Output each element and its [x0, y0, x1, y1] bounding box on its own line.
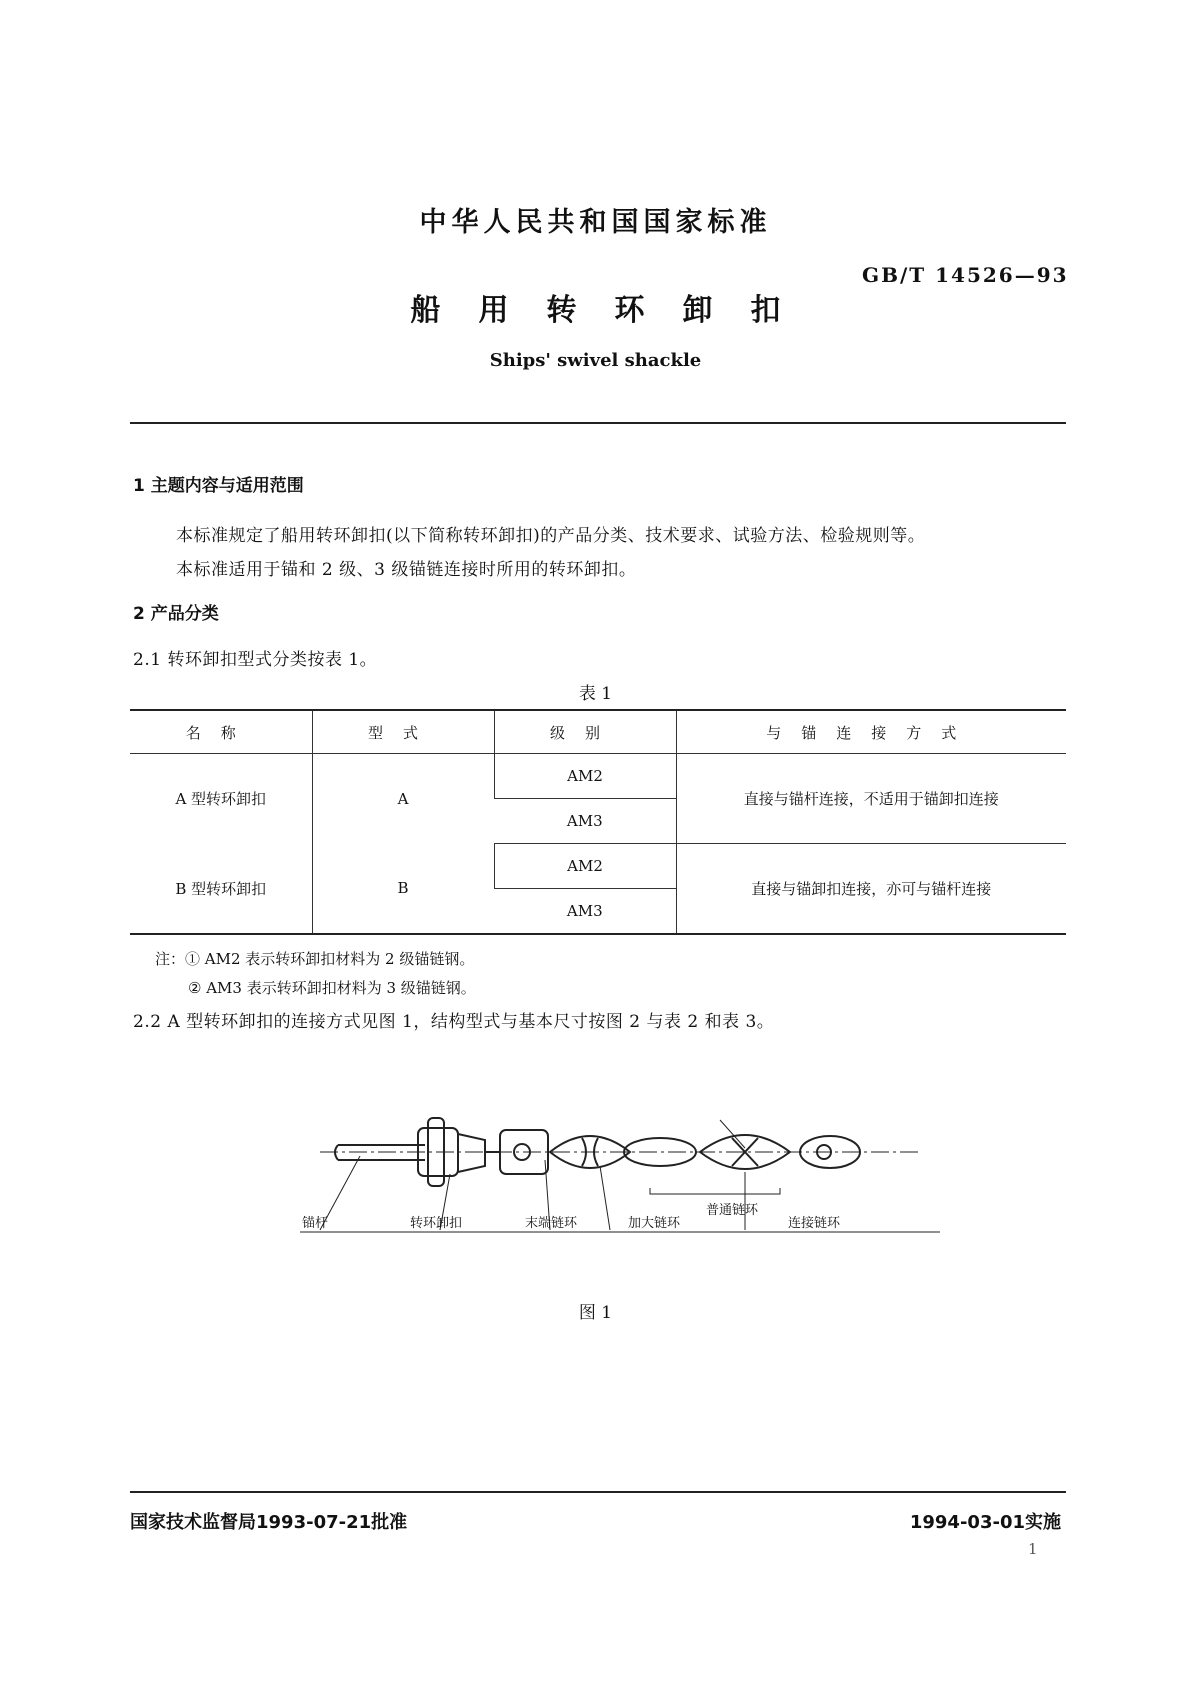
col-header-name: 名称	[130, 711, 312, 754]
document-title: 船用转环卸扣	[410, 293, 819, 328]
footer-divider	[130, 1491, 1066, 1493]
label-end-link: 末端链环	[525, 1216, 578, 1231]
table-1-caption: 表 1	[578, 684, 613, 704]
figure-1-caption: 图 1	[578, 1303, 613, 1323]
classification-table	[130, 711, 1066, 933]
table-note-2: ② AM3 表示转环卸扣材料为 3 级锚链钢。	[188, 979, 476, 997]
label-swivel-shackle: 转环卸扣	[410, 1216, 463, 1231]
cell-grade: AM3	[566, 902, 603, 920]
document-title-english: Ships' swivel shackle	[489, 350, 702, 371]
label-common-link: 普通链环	[706, 1203, 759, 1218]
cell-grade: AM2	[494, 844, 676, 889]
issuing-organization: 中华人民共和国国家标准	[419, 207, 772, 238]
cell-name: A 型转环卸扣	[175, 790, 267, 809]
standard-number: GB/T 14526—93	[862, 263, 1069, 287]
shackle-body	[458, 1134, 485, 1172]
cell-connection: 直接与锚杆连接，不适用于锚卸扣连接	[676, 754, 1066, 844]
implementation-date: 1994-03-01实施	[909, 1512, 1061, 1533]
col-header-type: 型式	[312, 711, 494, 754]
cell-type: B	[312, 844, 494, 934]
figure-1-diagram	[300, 1090, 940, 1270]
col-header-connection: 与锚连接方式	[676, 711, 1066, 754]
clause-2-1: 2.1 转环卸扣型式分类按表 1。	[133, 650, 378, 670]
section-1-heading: 1 主题内容与适用范围	[133, 476, 304, 496]
table-row	[130, 754, 1066, 799]
cell-grade: AM3	[494, 799, 676, 844]
section-1-paragraph-2: 本标准适用于锚和 2 级、3 级锚链连接时所用的转环卸扣。	[176, 560, 637, 580]
table-bottom-rule	[130, 933, 1066, 935]
label-anchor-shank: 锚杆	[302, 1216, 329, 1231]
table-note-1: 注：① AM2 表示转环卸扣材料为 2 级锚链钢。	[155, 950, 475, 968]
label-joining-link: 连接链环	[788, 1216, 841, 1231]
cell-type: A	[312, 754, 494, 844]
col-header-grade: 级别	[494, 711, 676, 754]
section-1-paragraph-1: 本标准规定了船用转环卸扣(以下简称转环卸扣)的产品分类、技术要求、试验方法、检验规则等。	[176, 526, 926, 546]
table-row	[130, 844, 1066, 889]
cell-connection: 直接与锚卸扣连接，亦可与锚杆连接	[676, 844, 1066, 934]
section-2-heading: 2 产品分类	[133, 604, 219, 624]
page-number: 1	[1028, 1540, 1038, 1558]
cell-grade: AM2	[494, 754, 676, 799]
label-enlarged-link: 加大链环	[628, 1216, 681, 1231]
approval-statement: 国家技术监督局1993-07-21批准	[130, 1512, 408, 1533]
table-header-row	[130, 711, 1066, 754]
cell-name: B 型转环卸扣	[175, 879, 267, 898]
header-divider	[130, 422, 1066, 424]
clause-2-2: 2.2 A 型转环卸扣的连接方式见图 1，结构型式与基本尺寸按图 2 与表 2 和表 3。	[133, 1012, 775, 1032]
